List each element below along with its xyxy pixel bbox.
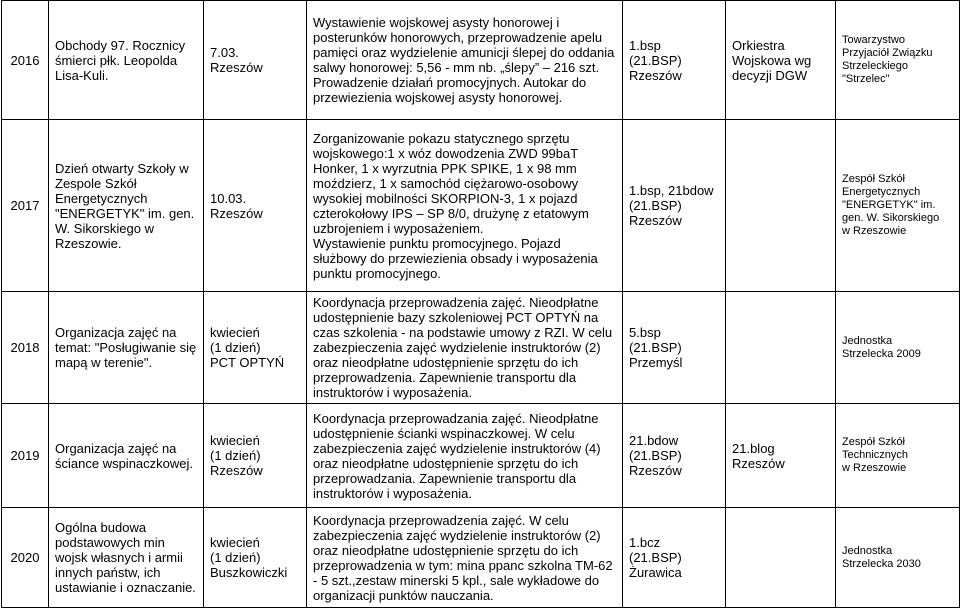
partner-line: gen. W. Sikorskiego bbox=[842, 212, 940, 224]
year-cell: 2020 bbox=[2, 508, 49, 608]
event-name-cell: Ogólna budowa podstawowych min wojsk własnych i armii innych państw, ich ustawianie i oznaczanie. bbox=[49, 508, 204, 608]
description-cell bbox=[307, 404, 623, 508]
event-name-cell: Dzień otwarty Szkoły w Zespole Szkół Energetycznych "ENERGETYK" im. gen. W. Sikorskiego w Rzeszowie. bbox=[49, 120, 204, 292]
partner-line: Zespół Szkół bbox=[842, 436, 905, 448]
place-line: Rzeszów bbox=[210, 205, 263, 221]
support-line: decyzji DGW bbox=[732, 67, 808, 83]
unit-line: (21.BSP) bbox=[629, 340, 682, 355]
date-line: kwiecień bbox=[210, 325, 260, 340]
partner-cell bbox=[836, 292, 960, 404]
partner-line: Strzelecka 2009 bbox=[842, 347, 921, 360]
partner-line: Energetycznych bbox=[842, 186, 921, 198]
duration-line: (1 dzień) bbox=[210, 448, 261, 463]
description-paragraph: Koordynacja przeprowadzenia zajęć. Nieodpłatne udostępnienie bazy szkoleniowej PCT OPTYŃ na czas szkolenia - na podstawie umowy z RZI. W celu zabezpieczenia zajęć wydzielenie instruktorów (2) oraz nieodpłatne udostępnienie sprzętu do ich przeprowadzenia. Zapewnienie transportu dla instruktorów i wyposażenia. bbox=[313, 295, 613, 400]
table-row bbox=[2, 292, 960, 404]
event-name-cell: Organizacja zajęć na temat: "Posługiwanie się mapą w terenie". bbox=[49, 292, 204, 404]
event-name-cell: Organizacja zajęć na ściance wspinaczkowej. bbox=[49, 404, 204, 508]
duration-line: (1 dzień) bbox=[210, 340, 261, 355]
unit-cell bbox=[623, 292, 726, 404]
date-line: kwiecień bbox=[210, 433, 260, 448]
description-paragraph: Wystawienie wojskowej asysty honorowej i posterunków honorowych, przeprowadzenie apelu pamięci oraz wydzielenie amunicji ślepej do oddania salwy honorowej: 5,56 - mm nb. „ślepy” – 216 szt. bbox=[313, 15, 615, 75]
support-line: Rzeszów bbox=[732, 455, 785, 471]
date-line: 7.03. bbox=[210, 45, 239, 60]
events-table bbox=[1, 0, 960, 608]
date-place-cell bbox=[204, 1, 307, 120]
unit-line: Żurawica bbox=[629, 565, 682, 580]
date-line: kwiecień bbox=[210, 535, 260, 550]
description-cell bbox=[307, 1, 623, 120]
partner-line: Zespół Szkół bbox=[842, 173, 905, 185]
partner-line: Towarzystwo bbox=[842, 34, 905, 46]
description-paragraph: Prowadzenie działań promocyjnych. Autokar do przewiezienia wojskowej asysty honorowej. bbox=[313, 75, 587, 105]
unit-line: 21.bdow bbox=[629, 433, 679, 448]
year-cell: 2018 bbox=[2, 292, 49, 404]
place-line: Rzeszów bbox=[210, 463, 263, 478]
unit-line: Rzeszów bbox=[629, 213, 682, 228]
unit-line: 1.bsp, 21bdow bbox=[629, 183, 714, 198]
table-row bbox=[2, 120, 960, 292]
partner-line: Jednostka bbox=[842, 544, 893, 557]
table-row bbox=[2, 508, 960, 608]
event-name-cell: Obchody 97. Rocznicy śmierci płk. Leopolda Lisa-Kuli. bbox=[49, 1, 204, 120]
unit-line: (21.BSP) bbox=[629, 198, 682, 213]
unit-cell bbox=[623, 1, 726, 120]
partner-line: Technicznych bbox=[842, 449, 909, 461]
date-place-cell bbox=[204, 404, 307, 508]
partner-cell bbox=[836, 120, 960, 292]
unit-line: (21.BSP) bbox=[629, 448, 682, 463]
partner-cell bbox=[836, 404, 960, 508]
support-line: 21.blog bbox=[732, 440, 775, 456]
partner-line: Przyjaciół Związku bbox=[842, 47, 933, 59]
support-line: Wojskowa wg bbox=[732, 52, 812, 68]
support-unit-cell bbox=[726, 508, 836, 608]
description-paragraph: Zorganizowanie pokazu statycznego sprzętu wojskowego:1 x wóz dowodzenia ZWD 99baT Honker, 1 x wyrzutnia PPK SPIKE, 1 x 98 mm moździerz, 1 x samochód ciężarowo-osobowy wysokiej mobilności SKORPION-3, 1 x pojazd czterokołowy IPS – SP 8/0, drużynę z etatowym uzbrojeniem i wyposażeniem. bbox=[313, 130, 589, 236]
support-unit-cell bbox=[726, 1, 836, 120]
partner-line: Jednostka bbox=[842, 334, 893, 347]
unit-line: Rzeszów bbox=[629, 463, 682, 478]
description-cell bbox=[307, 120, 623, 292]
date-line: 10.03. bbox=[210, 190, 247, 206]
support-line: Orkiestra bbox=[732, 37, 785, 53]
support-unit-cell bbox=[726, 292, 836, 404]
partner-line: "ENERGETYK" im. bbox=[842, 199, 936, 211]
place-line: PCT OPTYŃ bbox=[210, 355, 285, 370]
partner-line: Strzelecka 2030 bbox=[842, 557, 921, 570]
description-cell bbox=[307, 292, 623, 404]
unit-line: Rzeszów bbox=[629, 67, 682, 83]
table-row bbox=[2, 404, 960, 508]
table-row bbox=[2, 1, 960, 120]
description-paragraph: Koordynacja przeprowadzania zajęć. Nieodpłatne udostępnienie ścianki wspinaczkowej. W celu zabezpieczenia zajęć wydzielenie instruktorów (4) oraz nieodpłatne udostępnienie sprzętu do ich przeprowadzania. Zapewnienie transportu dla instruktorów i wyposażenia. bbox=[313, 410, 601, 501]
support-unit-cell bbox=[726, 120, 836, 292]
description-paragraph: Wystawienie punktu promocyjnego. Pojazd służbowy do przewiezienia obsady i wyposażenia punktu promocyjnego. bbox=[313, 235, 598, 281]
support-unit-cell bbox=[726, 404, 836, 508]
place-line: Buszkowiczki bbox=[210, 565, 288, 580]
unit-cell bbox=[623, 404, 726, 508]
year-cell: 2017 bbox=[2, 120, 49, 292]
unit-line: 1.bsp bbox=[629, 37, 661, 53]
unit-cell bbox=[623, 120, 726, 292]
partner-cell bbox=[836, 1, 960, 120]
unit-line: (21.BSP) bbox=[629, 550, 682, 565]
partner-line: Strzeleckiego bbox=[842, 60, 909, 72]
place-line: Rzeszów bbox=[210, 60, 263, 75]
unit-line: Przemyśl bbox=[629, 355, 683, 370]
partner-line: w Rzeszowie bbox=[842, 462, 907, 474]
description-cell bbox=[307, 508, 623, 608]
partner-line: w Rzeszowie bbox=[842, 225, 907, 237]
unit-line: 5.bsp bbox=[629, 325, 661, 340]
description-paragraph: Koordynacja przeprowadzenia zajęć. W celu zabezpieczenia zajęć wydzielenie instruktorów (2) oraz nieodpłatne udostępnienie sprzętu do ich przeprowadzenia w tym: mina ppanc szkolna TM-62 - 5 szt.,zestaw minerski 5 kpl., sale wykładowe do organizacji punktów nauczania. bbox=[313, 512, 613, 603]
unit-line: 1.bcz bbox=[629, 535, 661, 550]
unit-line: (21.BSP) bbox=[629, 52, 682, 68]
date-place-cell bbox=[204, 292, 307, 404]
date-place-cell bbox=[204, 120, 307, 292]
unit-cell bbox=[623, 508, 726, 608]
date-place-cell bbox=[204, 508, 307, 608]
year-cell: 2019 bbox=[2, 404, 49, 508]
partner-line: "Strzelec" bbox=[842, 73, 890, 85]
duration-line: (1 dzień) bbox=[210, 550, 261, 565]
partner-cell bbox=[836, 508, 960, 608]
year-cell: 2016 bbox=[2, 1, 49, 120]
